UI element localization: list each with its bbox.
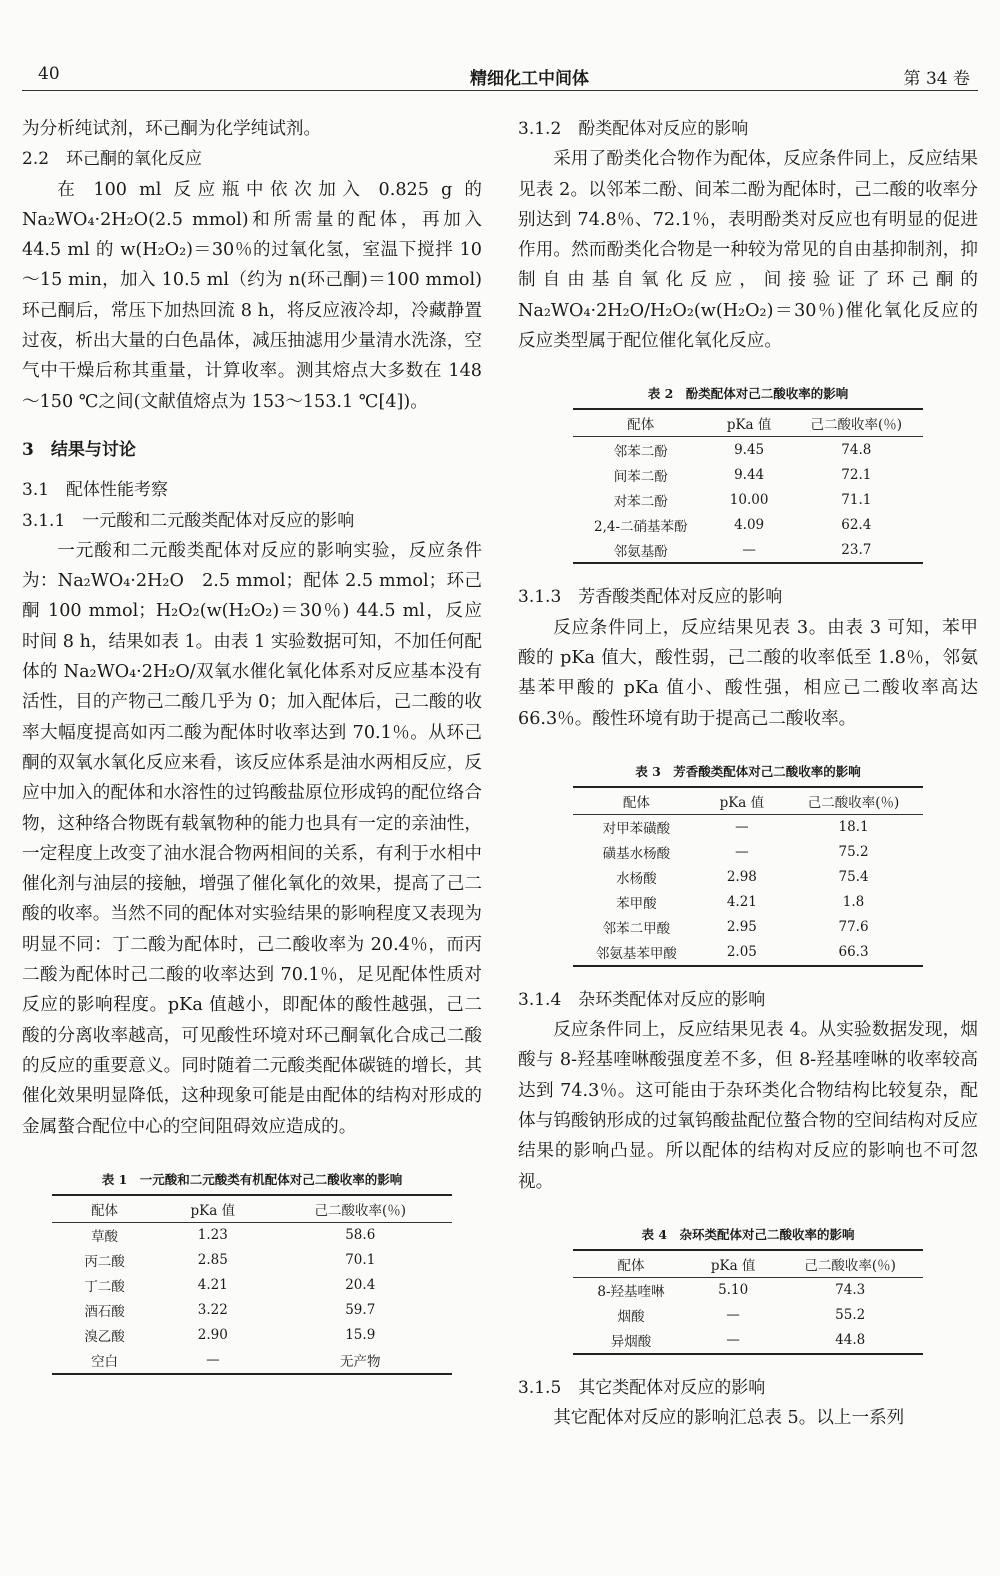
table-row — [52, 1348, 452, 1374]
table-header: pKa 值 — [157, 1195, 268, 1223]
table-3 — [573, 786, 923, 967]
table-cell: 对苯二酚 — [613, 493, 668, 510]
table-cell: 邻氨基酚 — [613, 543, 668, 560]
paragraph-3-1-3: 反应条件同上，反应结果见表 3。由表 3 可知，苯甲酸的 pKa 值大，酸性弱，己二酸的收率低至 1.8％，邻氨基苯甲酸的 pKa 值小、酸性强，相应己二酸收率高达 66.3％。酸性环境有助于提高己二酸收率。 — [518, 617, 978, 729]
section-3-1-4-heading: 3.1.4 杂环类配体对反应的影响 — [518, 989, 766, 1010]
table-row — [52, 1323, 452, 1348]
table-cell: 水杨酸 — [616, 871, 657, 888]
table-cell: 草酸 — [91, 1229, 119, 1246]
table-2 — [573, 408, 923, 564]
table-cell: — — [735, 844, 749, 861]
table-row — [573, 940, 923, 966]
right-column — [518, 114, 978, 1434]
section-3-heading: 3 结果与讨论 — [22, 439, 136, 460]
table-cell: 5.10 — [718, 1282, 749, 1299]
section-2-2-heading: 2.2 环己酮的氧化反应 — [22, 149, 203, 170]
table-cell: 邻氨基苯甲酸 — [595, 946, 677, 963]
table-row — [52, 1273, 452, 1298]
section-3-1-1-heading: 3.1.1 一元酸和二元酸类配体对反应的影响 — [22, 510, 355, 531]
table-cell: 邻苯二甲酸 — [602, 921, 671, 938]
table-cell: 58.6 — [345, 1227, 376, 1244]
table-cell: 1.8 — [842, 894, 865, 911]
table-header: 配体 — [573, 1250, 689, 1278]
section-3-1-2-heading: 3.1.2 酚类配体对反应的影响 — [518, 119, 749, 139]
table-cell: 丁二酸 — [84, 1279, 125, 1296]
table-row — [573, 1328, 923, 1354]
table-cell: 2.05 — [726, 944, 757, 961]
table-cell: 9.44 — [734, 466, 765, 483]
paragraph-3-1-2: 采用了酚类化合物作为配体，反应条件同上，反应结果见表 2。以邻苯二酚、间苯二酚为配体时，己二酸的收率分别达到 74.8％、72.1％，表明酚类对反应也有明显的促进作用。然而酚类化合物是一种较为常见的自由基抑制剂，抑制自由基自氧化反应，间接验证了环己酮的 Na₂WO₄·2H₂O/H₂O₂(w(H₂O₂)＝30％)催化氧化反应的反应类型属于配位催化氧化反应。 — [518, 149, 978, 352]
table-cell: 无产物 — [340, 1354, 381, 1371]
table-header: 己二酸收率(％) — [784, 787, 923, 815]
table-header: 配体 — [52, 1195, 157, 1223]
table-header: pKa 值 — [689, 1250, 777, 1278]
table-row — [573, 890, 923, 915]
table-cell: 2.95 — [726, 919, 757, 936]
table-row — [573, 462, 923, 487]
table-cell: 66.3 — [838, 944, 869, 961]
table-row — [573, 487, 923, 512]
table-cell: 75.2 — [838, 844, 869, 861]
table-cell: 8-羟基喹啉 — [597, 1284, 665, 1301]
table-cell: 4.09 — [734, 516, 765, 533]
table-cell: 10.00 — [729, 491, 769, 508]
table-cell: 磺基水杨酸 — [602, 846, 671, 863]
table-cell: 丙二酸 — [84, 1254, 125, 1271]
table-2-caption: 表 2 酚类配体对己二酸收率的影响 — [647, 386, 849, 402]
table-1-caption: 表 1 一元酸和二元酸类有机配体对己二酸收率的影响 — [101, 1171, 403, 1187]
table-cell: 烟酸 — [617, 1309, 645, 1326]
table-cell: 59.7 — [345, 1302, 376, 1319]
table-header: 己二酸收率(％) — [269, 1195, 452, 1223]
table-row — [52, 1248, 452, 1273]
table-cell: 44.8 — [835, 1332, 866, 1349]
table-cell: 1.23 — [197, 1227, 228, 1244]
table-cell: 溴乙酸 — [84, 1329, 125, 1346]
section-3-1-5-heading: 3.1.5 其它类配体对反应的影响 — [518, 1377, 766, 1398]
table-row — [573, 865, 923, 890]
table-cell: 4.21 — [197, 1277, 228, 1294]
table-cell: — — [726, 1332, 740, 1349]
table-cell: 2.85 — [197, 1252, 228, 1269]
table-row — [573, 537, 923, 563]
table-cell: 15.9 — [345, 1327, 376, 1344]
table-cell: 20.4 — [345, 1277, 376, 1294]
paragraph-3-1-1: 一元酸和二元酸类配体对反应的影响实验，反应条件为：Na₂WO₄·2H₂O 2.5 mmol；配体 2.5 mmol；环己酮 100 mmol；H₂O₂(w(H₂O₂)＝30％) 44.5 ml，反应时间 8 h，结果如表 1。由表 1 实验数据可知，不加任何配体的 Na₂WO₄·2H₂O/双氧水催化氧化体系对反应基本没有活性，目的产物己二酸几乎为 0；加入配体后，己二酸的收率大幅度提高如丙二酸为配体时收率达到 70.1％。从环己酮的双氧水氧化反应来看，该反应体系是油水两相反应，反应中加入的配体和水溶性的过钨酸盐原位形成钨的配位络合物，这种络合物既有载氧物种的能力也具有一定的亲油性，一定程度上改变了油水混合物两相间的关系，有利于水相中催化剂与油层的接触，增强了催化氧化的效果，提高了己二酸的收率。当然不同的配体对实验结果的影响程度又表现为明显不同：丁二酸为配体时，己二酸收率为 20.4％，而丙二酸为配体时己二酸的收率达到 70.1％，足见配体性质对反应的影响程度。pKa 值越小，即配体的酸性越强，己二酸的分离收率越高，可见酸性环境对环己酮氧化合成己二酸的反应的重要意义。同时随着二元酸类配体碳链的增长，其催化效果明显降低，这种现象可能是由配体的结构对形成的金属螯合配位中心的空间阻碍效应造成的。 — [22, 540, 482, 1137]
paragraph-procedure: 在 100 ml 反应瓶中依次加入 0.825 g 的 Na₂WO₄·2H₂O(2.5 mmol)和所需量的配体，再加入 44.5 ml 的 w(H₂O₂)＝30％的过氧化氢，室温下搅拌 10～15 min，加入 10.5 ml（约为 n(环己酮)＝100 mmol)环己酮后，常压下加热回流 8 h，将反应液冷却，冷藏静置过夜，析出大量的白色晶体，减压抽滤用少量清水洗涤，空气中干燥后称其重量，计算收率。测其熔点大多数在 148～150 ℃之间(文献值熔点为 153～153.1 ℃[4])。 — [22, 179, 482, 412]
table-4-caption: 表 4 杂环类配体对己二酸收率的影响 — [641, 1226, 855, 1242]
table-row — [52, 1298, 452, 1323]
table-cell: — — [735, 819, 749, 836]
table-cell: 4.21 — [726, 894, 757, 911]
paragraph-reagents: 为分析纯试剂，环己酮为化学纯试剂。 — [22, 119, 322, 139]
table-header: 配体 — [573, 787, 700, 815]
volume-label: 第 34 卷 — [903, 69, 970, 89]
table-cell: — — [742, 541, 756, 558]
paragraph-3-1-5: 其它配体对反应的影响汇总表 5。以上一系列 — [553, 1408, 905, 1429]
table-cell: 酒石酸 — [84, 1304, 125, 1321]
table-cell: 70.1 — [345, 1252, 376, 1269]
table-3-caption: 表 3 芳香酸类配体对己二酸收率的影响 — [635, 763, 861, 779]
table-header: 己二酸收率(％) — [777, 1250, 923, 1278]
table-cell: — — [206, 1352, 220, 1369]
table-cell: 9.45 — [734, 441, 765, 458]
table-cell: 3.22 — [197, 1302, 228, 1319]
table-cell: 62.4 — [841, 516, 872, 533]
table-cell: 苯甲酸 — [616, 896, 657, 913]
table-header: pKa 值 — [700, 787, 784, 815]
table-row — [573, 1277, 923, 1303]
table-row — [573, 840, 923, 865]
journal-title: 精细化工中间体 — [470, 69, 589, 89]
table-cell: 空白 — [91, 1354, 119, 1371]
table-cell: 对甲苯磺酸 — [602, 821, 671, 838]
table-1 — [52, 1194, 452, 1375]
table-cell: 2,4-二硝基苯酚 — [594, 518, 688, 535]
page-header — [0, 0, 1000, 90]
table-cell: 间苯二酚 — [613, 468, 668, 485]
table-cell: 74.3 — [835, 1282, 866, 1299]
paragraph-3-1-4: 反应条件同上，反应结果见表 4。从实验数据发现，烟酸与 8-羟基喹啉酸强度差不多，但 8-羟基喹啉的收率较高达到 74.3％。这可能由于杂环类化合物结构比较复杂，配体与钨酸钠形成的过氧钨酸盐配位螯合物的空间结构对反应结果的影响凸显。所以配体的结构对反应的影响也不可忽视。 — [518, 1020, 978, 1192]
table-row — [573, 915, 923, 940]
table-header: pKa 值 — [709, 409, 790, 437]
table-row — [52, 1222, 452, 1248]
table-cell: 18.1 — [838, 819, 869, 836]
table-row — [573, 437, 923, 463]
table-header: 配体 — [573, 409, 709, 437]
table-cell: — — [726, 1307, 740, 1324]
table-cell: 74.8 — [841, 441, 872, 458]
section-3-1-3-heading: 3.1.3 芳香酸类配体对反应的影响 — [518, 587, 783, 608]
table-cell: 异烟酸 — [610, 1334, 652, 1351]
table-header: 己二酸收率(％) — [790, 409, 923, 437]
table-cell: 71.1 — [841, 491, 872, 508]
table-cell: 55.2 — [835, 1307, 866, 1324]
section-3-1-heading: 3.1 配体性能考察 — [22, 480, 169, 501]
left-column — [22, 114, 482, 1375]
table-cell: 23.7 — [841, 541, 872, 558]
table-cell: 72.1 — [841, 466, 872, 483]
table-cell: 75.4 — [838, 869, 869, 886]
table-cell: 77.6 — [838, 919, 869, 936]
table-cell: 邻苯二酚 — [613, 443, 668, 460]
table-cell: 2.98 — [726, 869, 757, 886]
table-4 — [573, 1249, 923, 1355]
table-cell: 2.90 — [197, 1327, 228, 1344]
page-number: 40 — [38, 64, 60, 84]
header-rule — [22, 90, 978, 91]
table-row — [573, 814, 923, 840]
table-row — [573, 512, 923, 537]
table-row — [573, 1303, 923, 1328]
